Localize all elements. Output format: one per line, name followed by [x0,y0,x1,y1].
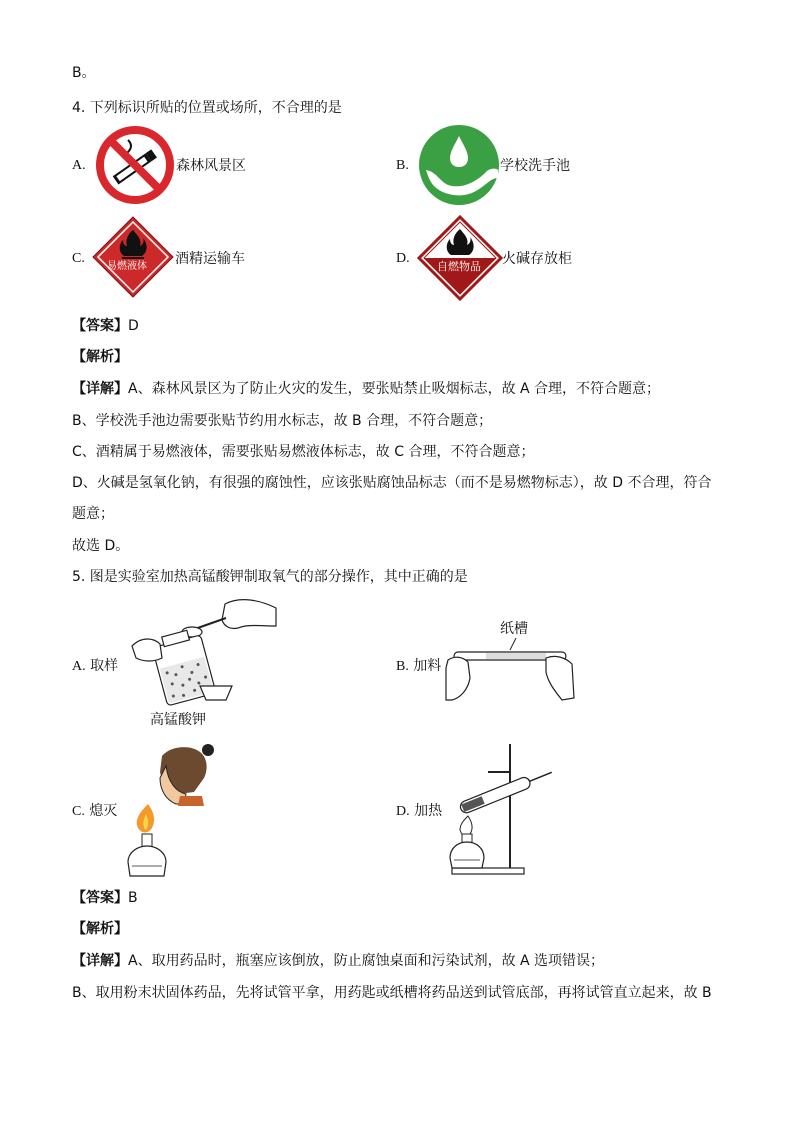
sampling-illustration-icon [130,596,280,708]
answer-4-value: D [128,318,139,334]
analysis-5-label: 【解析】 [72,921,128,937]
detail-4-d-line2: 题意； [72,506,114,522]
answer-4-label: 【答案】 [72,318,128,334]
q5-option-b-caption: 纸槽 [500,621,528,637]
blowing-out-lamp-illustration-icon [118,742,218,882]
q4-option-a-text: 森林风景区 [176,158,246,174]
q5-option-a-label [72,657,118,676]
save-water-sign-icon [418,124,500,206]
paper-trough-illustration-icon [446,638,574,700]
prev-answer-tail: B。 [72,65,96,81]
detail-4-d-line1: D、火碱是氢氧化钠，有很强的腐蚀性，应该张贴腐蚀品标志（而不是易燃物标志），故 D 不合理，符合 [72,475,712,491]
q5-option-b-letter: B. [396,659,409,674]
q5-option-d-text: 加热 [414,803,443,819]
answer-4 [72,317,139,335]
q4-option-c-letter: C. [72,251,85,266]
analysis-4-label: 【解析】 [72,349,128,365]
q4-option-b-letter: B. [396,158,409,173]
q4-option-d-sign-label: 自燃物品 [437,260,481,273]
detail-4-label: 【详解】 [72,381,128,397]
q5-option-c-letter: C. [72,804,85,819]
q4-option-a-letter: A. [72,158,86,173]
q5-option-d-label [396,802,442,821]
detail-4-b: B、学校洗手池边需要张贴节约用水标志，故 B 合理，不符合题意； [72,413,493,429]
q4-option-b-text: 学校洗手池 [500,158,570,174]
q4-option-d-letter: D. [396,251,410,266]
detail-4-c: C、酒精属于易燃液体，需要张贴易燃液体标志，故 C 合理，不符合题意； [72,444,535,460]
heating-apparatus-illustration-icon [448,742,560,876]
q5-option-b-label [396,657,441,676]
detail-5-a [72,952,604,970]
question-4-stem: 4. 下列标识所贴的位置或场所，不合理的是 [72,100,342,116]
detail-5-b: B、取用粉末状固体药品，先将试管平拿，用药匙或纸槽将药品送到试管底部，再将试管直立起来，故 B [72,985,712,1001]
detail-4-a-text: A、森林风景区为了防止火灾的发生，要张贴禁止吸烟标志，故 A 合理，不符合题意； [128,381,661,397]
answer-5-value: B [128,890,138,906]
q5-option-c-label [72,802,117,821]
flammable-liquid-sign-icon [92,216,174,298]
q4-option-c-text: 酒精运输车 [175,251,245,267]
answer-5-label: 【答案】 [72,890,128,906]
q5-option-a-letter: A. [72,659,86,674]
question-5-stem: 5. 图是实验室加热高锰酸钾制取氧气的部分操作，其中正确的是 [72,569,468,585]
q5-option-b-text: 加料 [413,658,442,674]
answer-5 [72,889,138,907]
detail-5-label: 【详解】 [72,953,128,969]
conclusion-4: 故选 D。 [72,538,130,554]
q5-option-a-text: 取样 [90,658,119,674]
q5-option-d-letter: D. [396,804,410,819]
detail-4-a [72,380,660,398]
detail-5-a-text: A、取用药品时，瓶塞应该倒放，防止腐蚀桌面和污染试剂，故 A 选项错误； [128,953,605,969]
q4-option-d-text: 火碱存放柜 [502,251,572,267]
no-smoking-sign-icon [94,124,176,206]
q5-option-c-text: 熄灭 [89,803,118,819]
q4-option-c-sign-label: 易燃液体 [107,261,147,272]
q5-option-a-caption: 高锰酸钾 [150,712,206,728]
